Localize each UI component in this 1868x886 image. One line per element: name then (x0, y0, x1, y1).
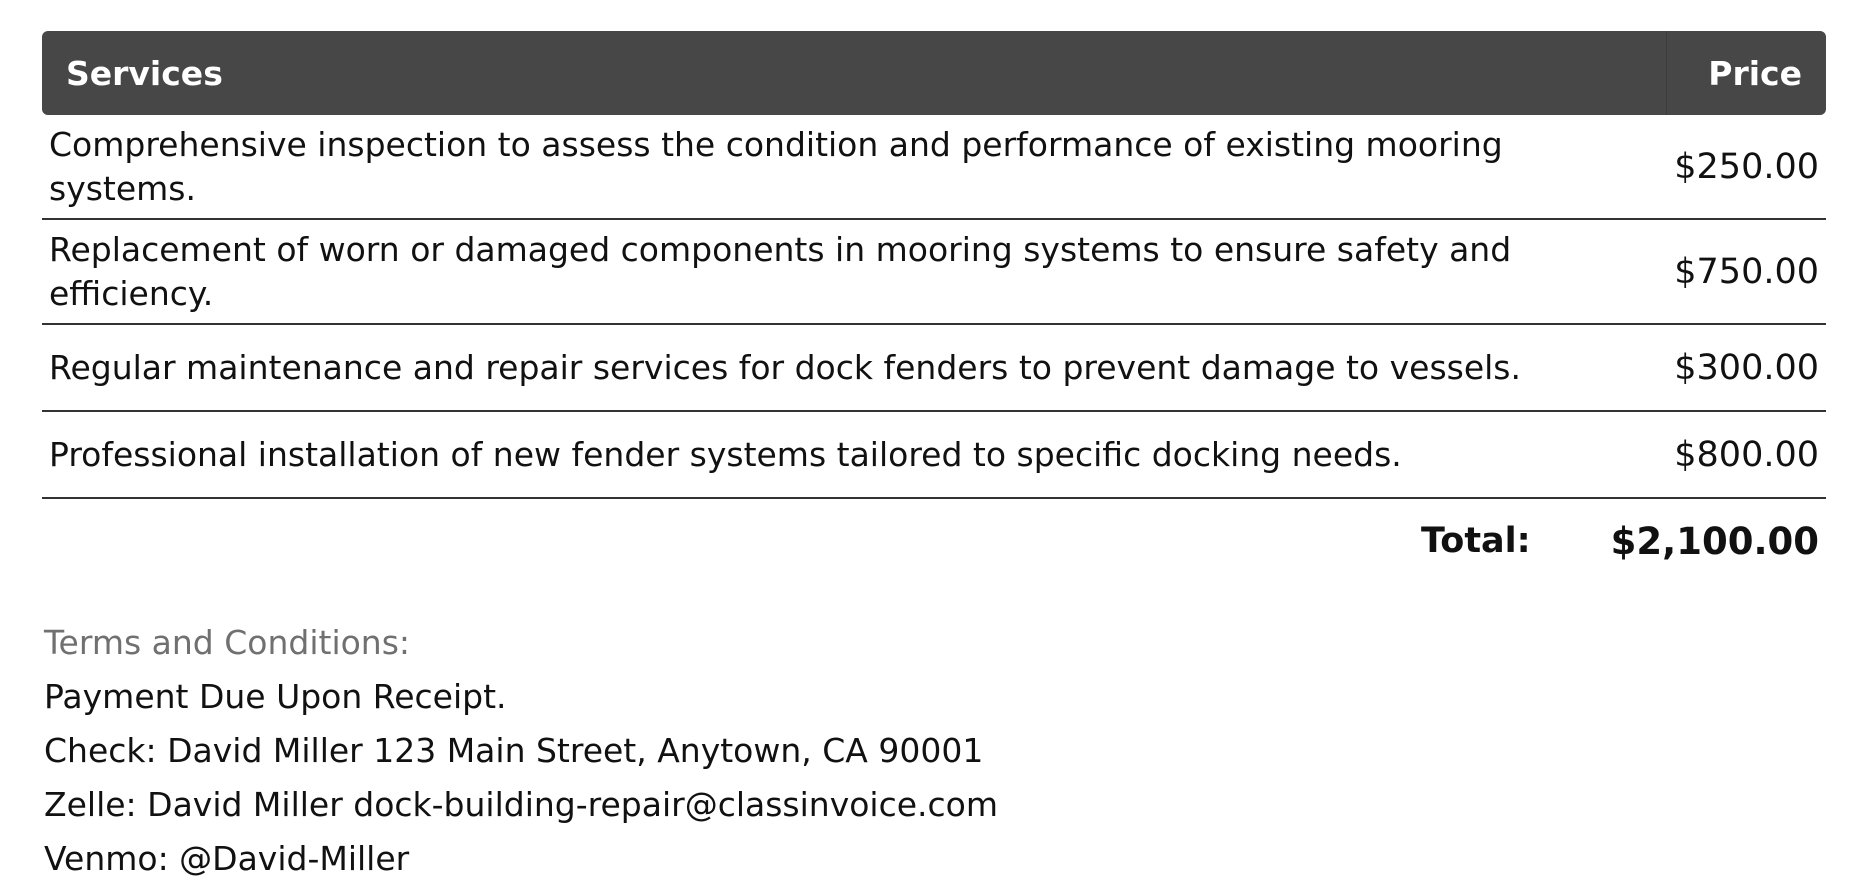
service-description: Professional installation of new fender systems tailored to specific docking needs. (49, 434, 1402, 474)
service-price: $300.00 (1674, 347, 1819, 388)
table-row (42, 412, 1826, 499)
terms-line-check: Check: David Miller 123 Main Street, Anytown, CA 90001 (44, 731, 984, 770)
service-description: Comprehensive inspection to assess the condition and performance of existing mooring systems. (49, 124, 1503, 208)
service-description: Replacement of worn or damaged components in mooring systems to ensure safety and efficiency. (49, 229, 1512, 313)
terms-line-payment: Payment Due Upon Receipt. (44, 677, 507, 716)
table-row (42, 115, 1826, 220)
total-row (42, 499, 1826, 583)
total-label: Total: (1421, 521, 1531, 561)
table-row (42, 325, 1826, 412)
services-table (42, 31, 1826, 583)
terms-section (44, 616, 998, 886)
terms-line-zelle: Zelle: David Miller dock-building-repair@classinvoice.com (44, 785, 999, 824)
service-price: $750.00 (1674, 251, 1819, 292)
total-value: $2,100.00 (1610, 519, 1819, 563)
service-price: $250.00 (1674, 146, 1819, 187)
table-row (42, 220, 1826, 325)
header-services: Services (66, 53, 223, 93)
terms-title: Terms and Conditions: (44, 623, 411, 662)
terms-line-venmo: Venmo: @David-Miller (44, 839, 410, 878)
table-header (42, 31, 1826, 115)
service-description: Regular maintenance and repair services for dock fenders to prevent damage to vessels. (49, 347, 1521, 387)
service-price: $800.00 (1674, 434, 1819, 475)
header-price: Price (1666, 31, 1826, 115)
